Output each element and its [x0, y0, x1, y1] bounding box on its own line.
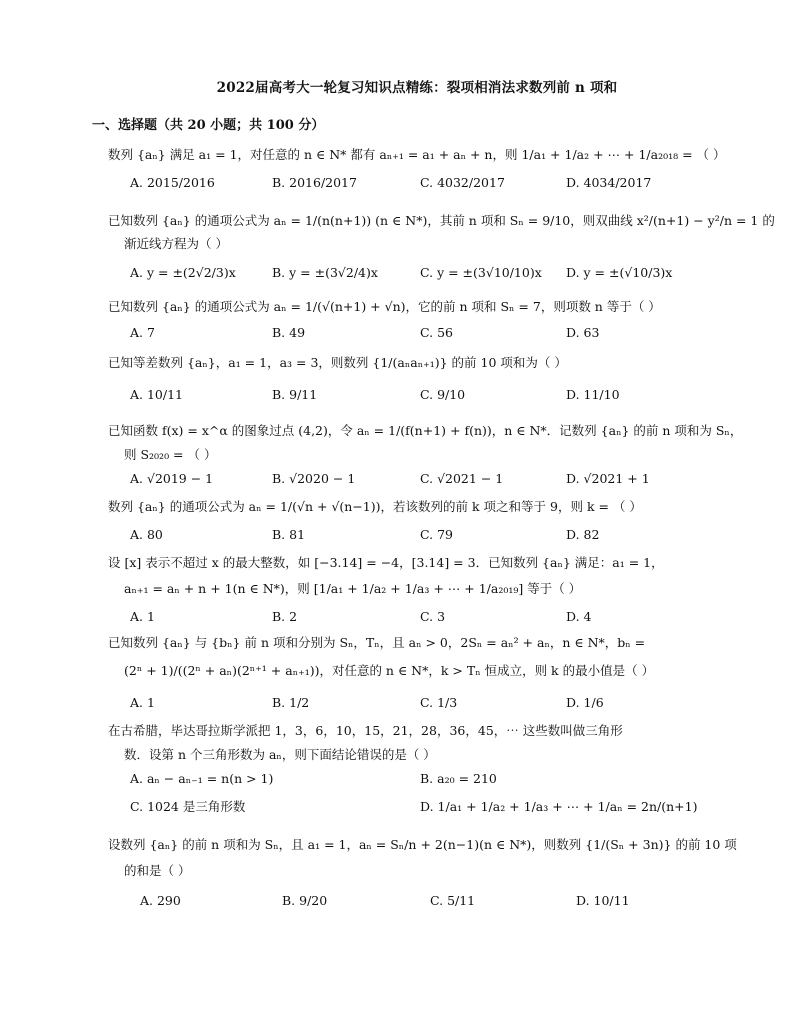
page-title: 2022届高考大一轮复习知识点精练：裂项相消法求数列前 n 项和 — [216, 80, 618, 96]
question-2 — [108, 210, 775, 232]
question-5-text-cont: 则 S₂₀₂₀ = （ ） — [124, 447, 217, 462]
option-b[interactable]: B. 81 — [272, 527, 306, 542]
option-c[interactable]: C. 4032/2017 — [420, 175, 505, 190]
question-8-text: 已知数列 {aₙ} 与 {bₙ} 前 n 项和分别为 Sₙ，Tₙ，且 aₙ > 0，2Sₙ = aₙ² + aₙ，n ∈ N*，bₙ = — [108, 635, 646, 650]
question-9-options-row1 — [130, 768, 720, 790]
question-9 — [108, 720, 708, 742]
option-c[interactable]: C. y = ±(3√10/10)x — [420, 265, 542, 280]
question-4-text: 已知等差数列 {aₙ}，a₁ = 1，a₃ = 3，则数列 {1/(aₙaₙ₊₁)} 的前 10 项和为（ ） — [108, 355, 567, 370]
option-a[interactable]: A. 10/11 — [130, 387, 183, 402]
option-a[interactable]: A. 1 — [130, 609, 155, 624]
option-d[interactable]: D. 63 — [566, 325, 600, 340]
question-3-text: 已知数列 {aₙ} 的通项公式为 aₙ = 1/(√(n+1) + √n)，它的前 n 项和 Sₙ = 7，则项数 n 等于（ ） — [108, 299, 661, 314]
option-a[interactable]: A. 290 — [140, 893, 181, 908]
question-8 — [108, 632, 708, 654]
option-d[interactable]: D. y = ±(√10/3)x — [566, 265, 673, 280]
option-c[interactable]: C. √2021 − 1 — [420, 471, 504, 486]
option-c[interactable]: C. 9/10 — [420, 387, 466, 402]
option-b[interactable]: B. 1/2 — [272, 695, 310, 710]
question-1-text: 数列 {aₙ} 满足 a₁ = 1，对任意的 n ∈ N* 都有 aₙ₊₁ = a₁ + aₙ + n，则 1/a₁ + 1/a₂ + ⋯ + 1/a₂₀₁₈ = （ ） — [108, 147, 726, 162]
question-10-text: 设数列 {aₙ} 的前 n 项和为 Sₙ，且 a₁ = 1，aₙ = Sₙ/n + 2(n−1)(n ∈ N*)，则数列 {1/(Sₙ + 3n)} 的前 10 项 — [108, 837, 737, 852]
option-d[interactable]: D. 11/10 — [566, 387, 620, 402]
question-9-options-row2 — [130, 796, 720, 818]
question-10-text-cont: 的和是（ ） — [124, 863, 191, 878]
question-8-options — [130, 692, 720, 714]
option-b[interactable]: B. y = ±(3√2/4)x — [272, 265, 378, 280]
question-5-options — [130, 468, 720, 490]
option-b[interactable]: B. 49 — [272, 325, 306, 340]
question-6 — [108, 496, 708, 518]
option-d[interactable]: D. 82 — [566, 527, 600, 542]
option-a[interactable]: A. 2015/2016 — [130, 175, 215, 190]
option-c[interactable]: C. 1024 是三角形数 — [130, 799, 246, 814]
question-2-options — [130, 262, 720, 284]
option-a[interactable]: A. 80 — [130, 527, 163, 542]
question-5 — [108, 420, 743, 442]
section-heading: 一、选择题（共 20 小题；共 100 分） — [92, 118, 325, 133]
option-b[interactable]: B. √2020 − 1 — [272, 471, 356, 486]
question-9-text: 在古希腊，毕达哥拉斯学派把 1，3，6，10，15，21，28，36，45，⋯ 这些数叫做三角形 — [108, 723, 623, 738]
option-c[interactable]: C. 5/11 — [430, 893, 476, 908]
question-10-options — [140, 890, 730, 912]
option-a[interactable]: A. √2019 − 1 — [130, 471, 214, 486]
option-b[interactable]: B. 9/20 — [282, 893, 328, 908]
option-b[interactable]: B. a₂₀ = 210 — [420, 771, 497, 786]
question-8-text-cont: (2ⁿ + 1)/((2ⁿ + aₙ)(2ⁿ⁺¹ + aₙ₊₁))，对任意的 n ∈ N*，k > Tₙ 恒成立，则 k 的最小值是（ ） — [124, 663, 655, 678]
option-d[interactable]: D. 10/11 — [576, 893, 630, 908]
option-a[interactable]: A. 1 — [130, 695, 155, 710]
question-7-options — [130, 606, 720, 628]
question-6-options — [130, 524, 720, 546]
question-2-text: 已知数列 {aₙ} 的通项公式为 aₙ = 1/(n(n+1)) (n ∈ N*)，其前 n 项和 Sₙ = 9/10，则双曲线 x²/(n+1) − y²/n = 1 的 — [108, 213, 775, 228]
question-2-text-cont: 渐近线方程为（ ） — [124, 236, 228, 251]
option-b[interactable]: B. 9/11 — [272, 387, 318, 402]
option-c[interactable]: C. 1/3 — [420, 695, 458, 710]
option-b[interactable]: B. 2016/2017 — [272, 175, 357, 190]
option-d[interactable]: D. 4 — [566, 609, 592, 624]
option-a[interactable]: A. 7 — [130, 325, 155, 340]
option-d[interactable]: D. 4034/2017 — [566, 175, 652, 190]
question-3-options — [130, 322, 720, 344]
question-5-text: 已知函数 f(x) = x^α 的图象过点 (4,2)，令 aₙ = 1/(f(n+1) + f(n))，n ∈ N*．记数列 {aₙ} 的前 n 项和为 Sₙ， — [108, 423, 743, 438]
option-c[interactable]: C. 56 — [420, 325, 453, 340]
option-b[interactable]: B. 2 — [272, 609, 298, 624]
option-a[interactable]: A. aₙ − aₙ₋₁ = n(n > 1) — [130, 771, 274, 786]
option-c[interactable]: C. 3 — [420, 609, 446, 624]
question-4 — [108, 352, 708, 374]
question-4-options — [130, 384, 720, 406]
option-a[interactable]: A. y = ±(2√2/3)x — [130, 265, 236, 280]
question-3 — [108, 296, 708, 318]
question-6-text: 数列 {aₙ} 的通项公式为 aₙ = 1/(√n + √(n−1))，若该数列的前 k 项之和等于 9，则 k = （ ） — [108, 499, 642, 514]
option-c[interactable]: C. 79 — [420, 527, 453, 542]
option-d[interactable]: D. √2021 + 1 — [566, 471, 650, 486]
question-7-text-cont: aₙ₊₁ = aₙ + n + 1(n ∈ N*)，则 [1/a₁ + 1/a₂ + 1/a₃ + ⋯ + 1/a₂₀₁₉] 等于（ ） — [124, 581, 582, 596]
question-7-text: 设 [x] 表示不超过 x 的最大整数，如 [−3.14] = −4，[3.14] = 3．已知数列 {aₙ} 满足：a₁ = 1， — [108, 555, 664, 570]
option-d[interactable]: D. 1/a₁ + 1/a₂ + 1/a₃ + ⋯ + 1/aₙ = 2n/(n+1) — [420, 799, 698, 814]
question-1-options — [130, 172, 720, 194]
question-1 — [108, 144, 726, 166]
option-d[interactable]: D. 1/6 — [566, 695, 604, 710]
question-9-text-cont: 数．设第 n 个三角形数为 aₙ，则下面结论错误的是（ ） — [124, 747, 436, 762]
question-10 — [108, 834, 737, 856]
question-7 — [108, 552, 708, 574]
